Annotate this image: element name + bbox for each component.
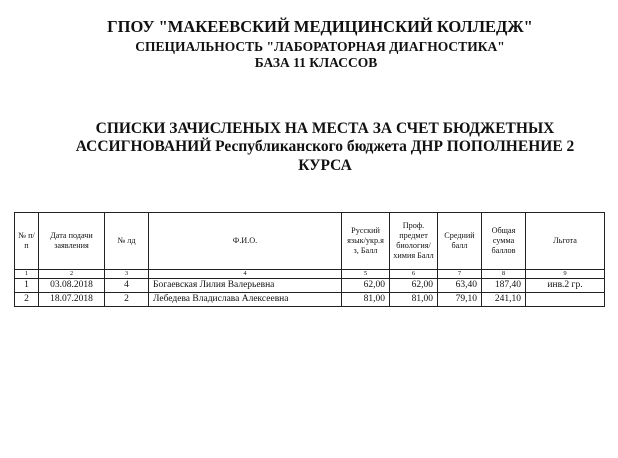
cell-avg: 63,40 [438, 279, 482, 293]
title-line-3: КУРСА [298, 156, 352, 174]
column-number-row [15, 270, 605, 279]
title-line-1: СПИСКИ ЗАЧИСЛЕНЫХ НА МЕСТА ЗА СЧЕТ БЮДЖЕТНЫХ [95, 120, 555, 137]
column-number: 1 [15, 270, 39, 279]
title-line-2: АССИГНОВАНИЙ Республиканского бюджета ДНР ПОПОЛНЕНИЕ 2 [75, 138, 575, 156]
col-header-date: Дата подачи заявления [39, 213, 105, 270]
column-number: 4 [149, 270, 342, 279]
enrollment-table-container [14, 212, 604, 307]
col-header-avg: Средний балл [438, 213, 482, 270]
cell-num: 1 [15, 279, 39, 293]
cell-total: 187,40 [482, 279, 526, 293]
cell-name: Лебедева Владислава Алексеевна [149, 293, 342, 307]
column-number: 7 [438, 270, 482, 279]
col-header-num: № п/п [15, 213, 39, 270]
table-row [15, 293, 605, 307]
col-header-name: Ф.И.О. [149, 213, 342, 270]
col-header-russian: Русский язык/укр.я з, Балл [342, 213, 390, 270]
cell-russian: 62,00 [342, 279, 390, 293]
cell-benefit: инв.2 гр. [526, 279, 605, 293]
cell-name: Богаевская Лилия Валерьевна [149, 279, 342, 293]
column-number: 2 [39, 270, 105, 279]
college-name: ГПОУ "МАКЕЕВСКИЙ МЕДИЦИНСКИЙ КОЛЛЕДЖ" [107, 17, 533, 36]
cell-ld: 2 [105, 293, 149, 307]
cell-ld: 4 [105, 279, 149, 293]
column-number: 9 [526, 270, 605, 279]
cell-prof: 81,00 [390, 293, 438, 307]
cell-date: 03.08.2018 [39, 279, 105, 293]
col-header-prof: Проф. предмет биология/ химия Балл [390, 213, 438, 270]
column-number: 8 [482, 270, 526, 279]
col-header-total: Общая сумма баллов [482, 213, 526, 270]
cell-num: 2 [15, 293, 39, 307]
enrollment-table [14, 212, 605, 307]
cell-total: 241,10 [482, 293, 526, 307]
specialty-line: СПЕЦИАЛЬНОСТЬ "ЛАБОРАТОРНАЯ ДИАГНОСТИКА" [135, 38, 505, 54]
column-number: 5 [342, 270, 390, 279]
column-number: 6 [390, 270, 438, 279]
column-number: 3 [105, 270, 149, 279]
cell-date: 18.07.2018 [39, 293, 105, 307]
base-line: БАЗА 11 КЛАССОВ [254, 55, 378, 71]
cell-benefit [526, 293, 605, 307]
list-title [40, 120, 610, 175]
table-header-row [15, 213, 605, 270]
cell-avg: 79,10 [438, 293, 482, 307]
cell-prof: 62,00 [390, 279, 438, 293]
col-header-benefit: Льгота [526, 213, 605, 270]
cell-russian: 81,00 [342, 293, 390, 307]
col-header-ld: № лд [105, 213, 149, 270]
document-header [0, 18, 618, 71]
table-row [15, 279, 605, 293]
